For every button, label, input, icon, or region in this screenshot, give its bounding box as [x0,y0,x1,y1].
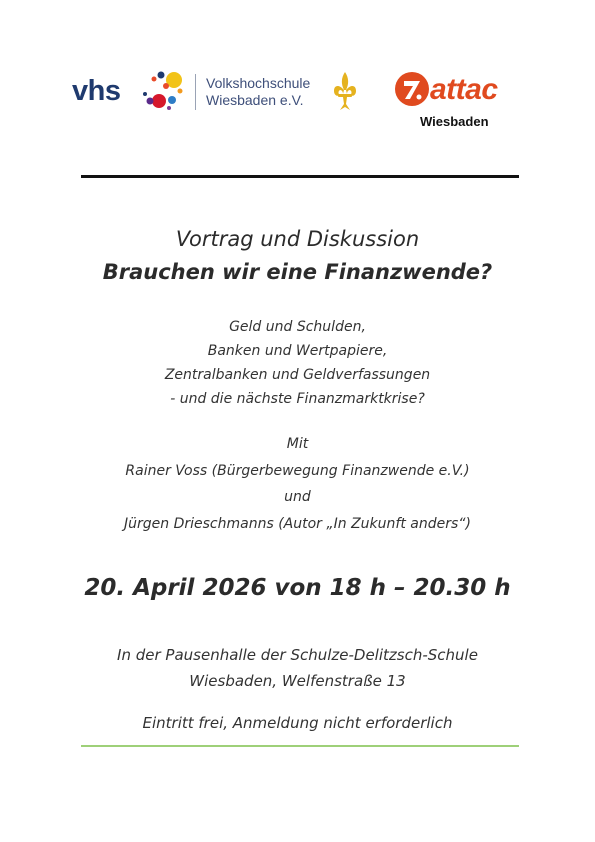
speaker-line: und [284,489,311,505]
attac-logo-wordmark: attac [430,73,498,106]
event-speakers [0,431,595,537]
vhs-name-line1: Volkshochschule [206,75,311,91]
topic-line: - und die nächste Finanzmarktkrise? [170,391,425,407]
top-divider [81,175,519,178]
vhs-logo-dots-icon [140,70,188,112]
event-date: 20. April 2026 von 18 h – 20.30 h [84,575,511,601]
vhs-logo-name [206,75,310,109]
venue-line: Wiesbaden, Welfenstraße 13 [189,672,406,690]
fleur-de-lis-icon [333,70,357,112]
speaker-line: Rainer Voss (Bürgerbewegung Finanzwende e.V.) [125,462,470,479]
venue-line: In der Pausenhalle der Schulze-Delitzsch-Schule [117,646,478,664]
event-entry-note: Eintritt frei, Anmeldung nicht erforderlich [142,714,453,732]
event-title: Brauchen wir eine Finanzwende? [102,260,493,284]
topic-line: Banken und Wertpapiere, [207,343,388,359]
attac-logo-mark-icon [393,70,431,108]
topic-line: Zentralbanken und Geldverfassungen [164,367,431,383]
event-venue [0,642,595,694]
event-topics [0,315,595,411]
speaker-line: Jürgen Drieschmanns (Autor „In Zukunft anders“) [124,515,471,532]
speaker-line: Mit [286,436,309,452]
event-kicker: Vortrag und Diskussion [175,227,420,251]
vhs-logo-separator [195,74,196,110]
topic-line: Geld und Schulden, [229,319,366,335]
vhs-logo-wordmark: vhs [72,75,121,107]
bottom-divider [81,745,519,747]
attac-logo-city: Wiesbaden [420,114,489,129]
vhs-name-line2: Wiesbaden e.V. [206,92,304,108]
